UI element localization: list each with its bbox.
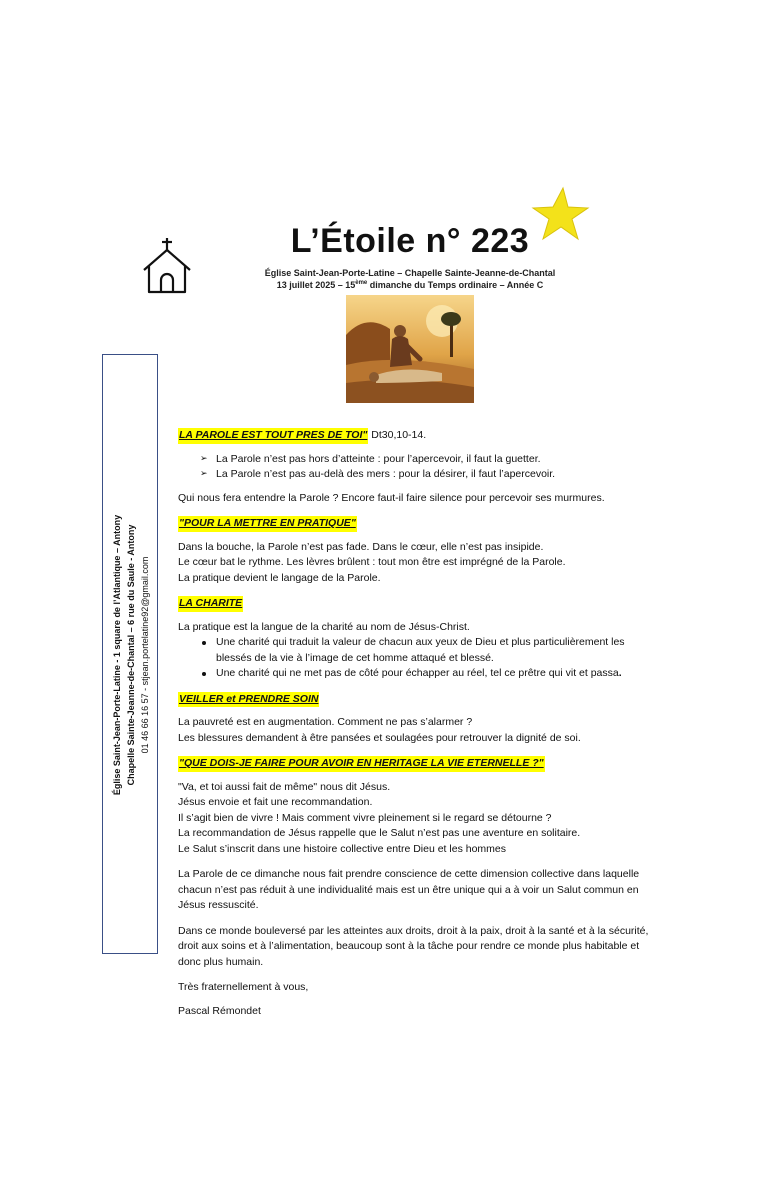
paragraph-line: La pratique est la langue de la charité au nom de Jésus-Christ. bbox=[178, 620, 470, 633]
paragraph: La Parole de ce dimanche nous fait prendre conscience de cette dimension collective dans laquelle chacun n’est pas réduit à une individualité mais est un être unique qui a à voir un Salut commun en Jésus ressuscité. bbox=[178, 868, 640, 911]
contact-phone-email: 01 46 66 16 57 - stjean.portelatine92@gmail.com bbox=[140, 556, 150, 754]
paragraph-line: Le cœur bat le rythme. Les lèvres brûlent : tout mon être est imprégné de la Parole. bbox=[178, 556, 566, 568]
church-outline-icon bbox=[140, 236, 194, 296]
section-heading-charite: LA CHARITE bbox=[178, 596, 243, 612]
paragraph-line: Les blessures demandent à être pansées et soulagées pour retrouver la dignité de soi. bbox=[178, 731, 581, 744]
paragraph-line: Dans la bouche, la Parole n’est pas fade. Dans le cœur, elle n’est pas insipide. bbox=[178, 540, 544, 553]
good-samaritan-illustration bbox=[346, 295, 474, 403]
address-sidebar bbox=[102, 354, 158, 954]
paragraph-line: Le Salut s’inscrit dans une histoire collective entre Dieu et les hommes bbox=[178, 842, 506, 855]
section-heading-heritage: "QUE DOIS-JE FAIRE POUR AVOIR EN HERITAGE LA VIE ETERNELLE ?" bbox=[178, 756, 545, 772]
paragraph-line: Jésus envoie et fait une recommandation. bbox=[178, 796, 373, 808]
subtitle-date: 13 juillet 2025 – 15ème dimanche du Temps ordinaire – Année C bbox=[276, 280, 544, 290]
list-item: Une charité qui traduit la valeur de chacun aux yeux de Dieu et plus particulièrement les blessés de la vie à l’image de cet homme attaqué et blessé. bbox=[178, 635, 658, 666]
signature: Pascal Rémondet bbox=[178, 1004, 261, 1017]
paragraph-line: "Va, et toi aussi fait de même" nous dit Jésus. bbox=[178, 780, 391, 793]
arrow-list bbox=[178, 452, 658, 483]
section-heading-pratique: "POUR LA METTRE EN PRATIQUE" bbox=[178, 516, 357, 532]
list-item: Une charité qui ne met pas de côté pour échapper au réel, tel ce prêtre qui vit et passa. bbox=[178, 666, 658, 682]
list-item: ➢ La Parole n’est pas au-delà des mers : pour la désirer, il faut l’apercevoir. bbox=[178, 467, 658, 483]
paragraph-line: Il s’agit bien de vivre ! Mais comment vivre pleinement si le regard se détourne ? bbox=[178, 811, 552, 824]
address-text bbox=[110, 515, 152, 795]
bullet-list bbox=[178, 635, 658, 682]
section-heading-parole: LA PAROLE EST TOUT PRES DE TOI" Dt30,10-14. bbox=[178, 428, 658, 444]
section-heading-veiller: VEILLER et PRENDRE SOIN bbox=[178, 692, 319, 708]
subtitle-churches: Église Saint-Jean-Porte-Latine – Chapelle Sainte-Jeanne-de-Chantal bbox=[264, 268, 556, 278]
paragraph-line: La pauvreté est en augmentation. Comment ne pas s’alarmer ? bbox=[178, 716, 473, 728]
page-title: L’Étoile n° 223 bbox=[290, 222, 530, 260]
yellow-star-icon bbox=[530, 186, 590, 244]
address-church: Église Saint-Jean-Porte-Latine - 1 square de l’Atlantique – Antony bbox=[112, 514, 122, 796]
scripture-reference: Dt30,10-14. bbox=[368, 429, 427, 441]
list-item: ➢ La Parole n’est pas hors d’atteinte : pour l’apercevoir, il faut la guetter. bbox=[178, 452, 658, 468]
paragraph: Dans ce monde bouleversé par les atteintes aux droits, droit à la paix, droit à la santé et à la sécurité, droit aux soins et à l’alimentation, beaucoup sont à la tâche pour rendre ce monde plus habitable et donc plus humain. bbox=[178, 924, 649, 968]
newsletter-body bbox=[178, 428, 658, 1019]
address-chapel: Chapelle Sainte-Jeanne-de-Chantal – 6 rue du Saule - Antony bbox=[126, 524, 136, 786]
paragraph-line: La recommandation de Jésus rappelle que le Salut n’est pas une aventure en solitaire. bbox=[178, 827, 581, 839]
paragraph-line: La pratique devient le langage de la Parole. bbox=[178, 571, 381, 584]
closing-greeting: Très fraternellement à vous, bbox=[178, 981, 309, 993]
paragraph: Qui nous fera entendre la Parole ? Encore faut-il faire silence pour percevoir ses murmures. bbox=[178, 491, 605, 504]
